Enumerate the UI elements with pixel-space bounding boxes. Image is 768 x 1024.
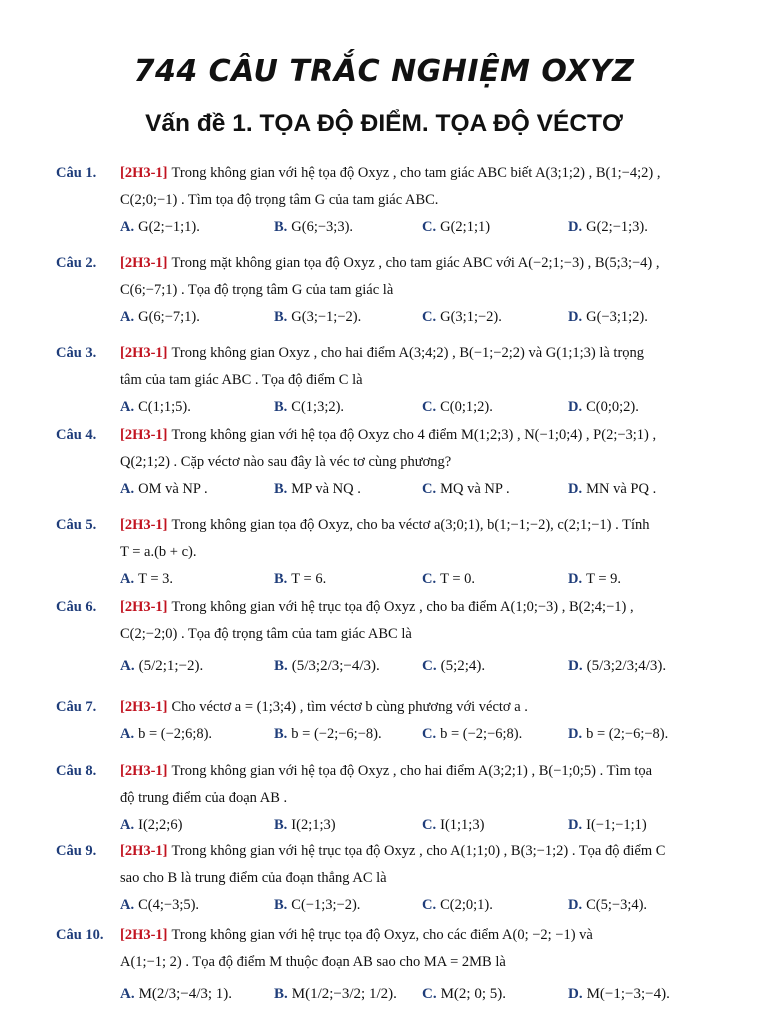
difficulty-tag: [2H3-1]	[120, 843, 168, 859]
question-line-2: tâm của tam giác ABC . Tọa độ điểm C là	[120, 372, 363, 388]
option-text: (5/2;1;−2).	[138, 658, 204, 674]
question-stem	[56, 758, 718, 785]
question-block	[56, 694, 718, 748]
page-title: 744 CÂU TRẮC NGHIỆM OXYZ	[133, 54, 635, 89]
question-block	[56, 160, 718, 241]
option-label: B.	[274, 571, 288, 587]
question-number: Câu 4.	[56, 427, 97, 443]
question-number: Câu 5.	[56, 517, 97, 533]
option-a[interactable]	[120, 892, 199, 919]
option-text: T = 0.	[440, 571, 476, 587]
option-b[interactable]	[274, 476, 361, 503]
question-block	[56, 422, 718, 503]
question-line-2: Q(2;1;2) . Cặp véctơ nào sau đây là véc tơ cùng phương?	[120, 454, 452, 470]
option-text: C(2;0;1).	[440, 897, 493, 913]
question-line-1: Trong không gian với hệ tọa độ Oxyz , cho tam giác ABC biết A(3;1;2) , B(1;−4;2) ,	[171, 165, 661, 181]
option-a[interactable]	[120, 304, 200, 331]
option-a[interactable]	[120, 976, 232, 1012]
question-line-1: Trong không gian với hệ tọa độ Oxyz cho 4 điểm M(1;2;3) , N(−1;0;4) , P(2;−3;1) ,	[171, 427, 657, 443]
option-label: B.	[274, 897, 288, 913]
question-line-1: Trong không gian với hệ trục tọa độ Oxyz , cho A(1;1;0) , B(3;−1;2) . Tọa độ điểm C	[171, 843, 666, 859]
question-text	[120, 345, 644, 361]
option-d[interactable]	[568, 394, 639, 421]
question-text	[120, 427, 656, 443]
option-label: B.	[274, 309, 288, 325]
question-number: Câu 6.	[56, 599, 97, 615]
option-label: C.	[422, 309, 437, 325]
option-a[interactable]	[120, 812, 182, 839]
option-text: C(0;1;2).	[440, 399, 493, 415]
option-text: G(2;1;1)	[440, 219, 491, 235]
question-stem	[56, 838, 718, 865]
answer-options	[56, 892, 718, 919]
option-label: D.	[568, 986, 583, 1002]
option-c[interactable]	[422, 648, 485, 684]
option-text: G(6;−3;3).	[291, 219, 354, 235]
option-b[interactable]	[274, 394, 344, 421]
option-label: A.	[120, 726, 135, 742]
section-title: Vấn đề 1. TỌA ĐỘ ĐIỂM. TỌA ĐỘ VÉCTƠ	[145, 110, 623, 137]
option-text: T = 3.	[138, 571, 174, 587]
option-label: C.	[422, 986, 437, 1002]
answer-options	[56, 566, 718, 593]
difficulty-tag: [2H3-1]	[120, 345, 168, 361]
option-d[interactable]	[568, 476, 656, 503]
option-text: b = (2;−6;−8).	[586, 726, 669, 742]
option-d[interactable]	[568, 304, 648, 331]
option-text: MP và NQ .	[291, 481, 361, 497]
option-c[interactable]	[422, 214, 490, 241]
option-text: G(−3;1;2).	[586, 309, 648, 325]
option-b[interactable]	[274, 812, 336, 839]
option-text: C(1;1;5).	[138, 399, 191, 415]
answer-options	[56, 214, 718, 241]
option-d[interactable]	[568, 648, 666, 684]
option-text: MQ và NP .	[440, 481, 510, 497]
question-text	[120, 699, 528, 715]
question-stem	[56, 422, 718, 449]
option-text: (5;2;4).	[440, 658, 486, 674]
answer-options	[56, 721, 718, 748]
question-line-2: A(1;−1; 2) . Tọa độ điểm M thuộc đoạn AB sao cho MA = 2MB là	[120, 954, 506, 970]
option-label: B.	[274, 817, 288, 833]
question-stem	[56, 694, 718, 721]
option-label: B.	[274, 658, 288, 674]
option-b[interactable]	[274, 892, 360, 919]
option-text: I(2;2;6)	[138, 817, 183, 833]
question-line-2: độ trung điểm của đoạn AB .	[120, 790, 288, 806]
option-d[interactable]	[568, 976, 670, 1012]
question-text	[120, 255, 660, 271]
question-number: Câu 7.	[56, 699, 97, 715]
question-block	[56, 922, 718, 1012]
option-c[interactable]	[422, 976, 506, 1012]
option-text: C(1;3;2).	[291, 399, 345, 415]
option-label: B.	[274, 726, 288, 742]
option-label: D.	[568, 219, 583, 235]
question-block	[56, 594, 718, 684]
question-line-1: Trong không gian Oxyz , cho hai điểm A(3;4;2) , B(−1;−2;2) và G(1;1;3) là trọng	[171, 345, 645, 361]
option-a[interactable]	[120, 566, 173, 593]
option-c[interactable]	[422, 721, 522, 748]
option-label: D.	[568, 817, 583, 833]
option-text: M(2/3;−4/3; 1).	[138, 986, 233, 1002]
option-b[interactable]	[274, 214, 353, 241]
option-label: C.	[422, 481, 437, 497]
option-text: C(4;−3;5).	[138, 897, 200, 913]
option-c[interactable]	[422, 812, 484, 839]
question-block	[56, 758, 718, 839]
option-label: C.	[422, 817, 437, 833]
option-label: A.	[120, 658, 135, 674]
question-line-1: Cho véctơ a = (1;3;4) , tìm véctơ b cùng phương với véctơ a .	[171, 699, 528, 715]
question-line-2: sao cho B là trung điểm của đoạn thẳng AC là	[120, 870, 387, 886]
option-c[interactable]	[422, 566, 475, 593]
option-label: C.	[422, 571, 437, 587]
difficulty-tag: [2H3-1]	[120, 699, 168, 715]
option-b[interactable]	[274, 648, 380, 684]
option-text: M(1/2;−3/2; 1/2).	[291, 986, 397, 1002]
question-number: Câu 10.	[56, 927, 104, 943]
difficulty-tag: [2H3-1]	[120, 517, 168, 533]
option-a[interactable]	[120, 394, 191, 421]
option-text: T = 9.	[586, 571, 622, 587]
question-block	[56, 512, 718, 593]
option-text: C(−1;3;−2).	[291, 897, 361, 913]
option-label: A.	[120, 399, 135, 415]
option-label: B.	[274, 399, 288, 415]
option-text: I(1;1;3)	[440, 817, 485, 833]
question-line-1: Trong không gian với hệ trục tọa độ Oxyz, cho các điểm A(0; −2; −1) và	[171, 927, 593, 943]
option-label: D.	[568, 897, 583, 913]
option-label: B.	[274, 986, 288, 1002]
question-block	[56, 340, 718, 421]
answer-options	[56, 648, 718, 684]
question-line-2: C(2;−2;0) . Tọa độ trọng tâm của tam giác ABC là	[120, 626, 412, 642]
option-b[interactable]	[274, 304, 361, 331]
question-line-1: Trong không gian tọa độ Oxyz, cho ba véctơ a(3;0;1), b(1;−1;−2), c(2;1;−1) . Tính	[171, 517, 650, 533]
question-stem	[56, 250, 718, 277]
option-label: C.	[422, 658, 437, 674]
option-text: b = (−2;6;8).	[138, 726, 213, 742]
option-text: b = (−2;−6;8).	[440, 726, 523, 742]
option-a[interactable]	[120, 648, 203, 684]
option-label: A.	[120, 897, 135, 913]
question-line-2: C(2;0;−1) . Tìm tọa độ trọng tâm G của tam giác ABC.	[120, 192, 439, 208]
option-text: G(6;−7;1).	[138, 309, 200, 325]
question-stem	[56, 512, 718, 539]
question-stem	[56, 340, 718, 367]
option-text: I(−1;−1;1)	[586, 817, 647, 833]
option-label: B.	[274, 481, 288, 497]
option-label: D.	[568, 571, 583, 587]
answer-options	[56, 812, 718, 839]
option-text: I(2;1;3)	[291, 817, 336, 833]
option-label: A.	[120, 571, 135, 587]
option-text: G(3;−1;−2).	[291, 309, 362, 325]
question-stem	[56, 594, 718, 621]
question-line-1: Trong không gian với hệ tọa độ Oxyz , cho hai điểm A(3;2;1) , B(−1;0;5) . Tìm tọa	[171, 763, 653, 779]
option-label: A.	[120, 309, 135, 325]
option-d[interactable]	[568, 214, 648, 241]
option-d[interactable]	[568, 812, 647, 839]
option-text: M(2; 0; 5).	[440, 986, 507, 1002]
answer-options	[56, 476, 718, 503]
option-text: C(0;0;2).	[586, 399, 639, 415]
difficulty-tag: [2H3-1]	[120, 927, 168, 943]
option-label: D.	[568, 726, 583, 742]
question-number: Câu 3.	[56, 345, 97, 361]
question-text	[120, 517, 650, 533]
question-line-2: C(6;−7;1) . Tọa độ trọng tâm G của tam giác là	[120, 282, 394, 298]
question-text	[120, 165, 660, 181]
option-b[interactable]	[274, 721, 382, 748]
option-label: A.	[120, 817, 135, 833]
question-text	[120, 599, 634, 615]
option-text: OM và NP .	[138, 481, 208, 497]
option-c[interactable]	[422, 892, 493, 919]
option-d[interactable]	[568, 566, 621, 593]
option-label: A.	[120, 481, 135, 497]
option-label: C.	[422, 399, 437, 415]
option-a[interactable]	[120, 476, 208, 503]
answer-options	[56, 304, 718, 331]
question-number: Câu 2.	[56, 255, 97, 271]
option-a[interactable]	[120, 721, 212, 748]
difficulty-tag: [2H3-1]	[120, 165, 168, 181]
option-label: C.	[422, 219, 437, 235]
option-a[interactable]	[120, 214, 200, 241]
option-d[interactable]	[568, 892, 647, 919]
option-c[interactable]	[422, 304, 502, 331]
question-text	[120, 927, 593, 943]
option-b[interactable]	[274, 976, 397, 1012]
question-stem	[56, 160, 718, 187]
question-line-1: Trong không gian với hệ trục tọa độ Oxyz , cho ba điểm A(1;0;−3) , B(2;4;−1) ,	[171, 599, 634, 615]
option-label: D.	[568, 658, 583, 674]
option-label: A.	[120, 986, 135, 1002]
question-text	[120, 763, 652, 779]
difficulty-tag: [2H3-1]	[120, 599, 168, 615]
option-text: C(5;−3;4).	[586, 897, 648, 913]
option-b[interactable]	[274, 566, 326, 593]
option-text: G(2;−1;1).	[138, 219, 200, 235]
answer-options	[56, 394, 718, 421]
option-text: G(2;−1;3).	[586, 219, 648, 235]
question-line-2: T = a.(b + c).	[120, 544, 197, 560]
question-stem	[56, 922, 718, 949]
answer-options	[56, 976, 718, 1012]
option-text: (5/3;2/3;−4/3).	[291, 658, 380, 674]
difficulty-tag: [2H3-1]	[120, 255, 168, 271]
option-label: C.	[422, 897, 437, 913]
option-label: C.	[422, 726, 437, 742]
question-number: Câu 1.	[56, 165, 97, 181]
option-text: (5/3;2/3;4/3).	[586, 658, 667, 674]
difficulty-tag: [2H3-1]	[120, 763, 168, 779]
question-line-1: Trong mặt không gian tọa độ Oxyz , cho tam giác ABC với A(−2;1;−3) , B(5;3;−4) ,	[171, 255, 660, 271]
question-number: Câu 9.	[56, 843, 97, 859]
question-number: Câu 8.	[56, 763, 97, 779]
option-c[interactable]	[422, 476, 510, 503]
question-block	[56, 838, 718, 919]
option-d[interactable]	[568, 721, 668, 748]
option-c[interactable]	[422, 394, 493, 421]
option-label: D.	[568, 399, 583, 415]
question-block	[56, 250, 718, 331]
option-text: b = (−2;−6;−8).	[291, 726, 382, 742]
option-text: T = 6.	[291, 571, 327, 587]
difficulty-tag: [2H3-1]	[120, 427, 168, 443]
option-label: A.	[120, 219, 135, 235]
option-label: D.	[568, 481, 583, 497]
option-text: MN và PQ .	[586, 481, 657, 497]
option-label: D.	[568, 309, 583, 325]
option-text: G(3;1;−2).	[440, 309, 502, 325]
option-text: M(−1;−3;−4).	[586, 986, 670, 1002]
question-text	[120, 843, 665, 859]
option-label: B.	[274, 219, 288, 235]
